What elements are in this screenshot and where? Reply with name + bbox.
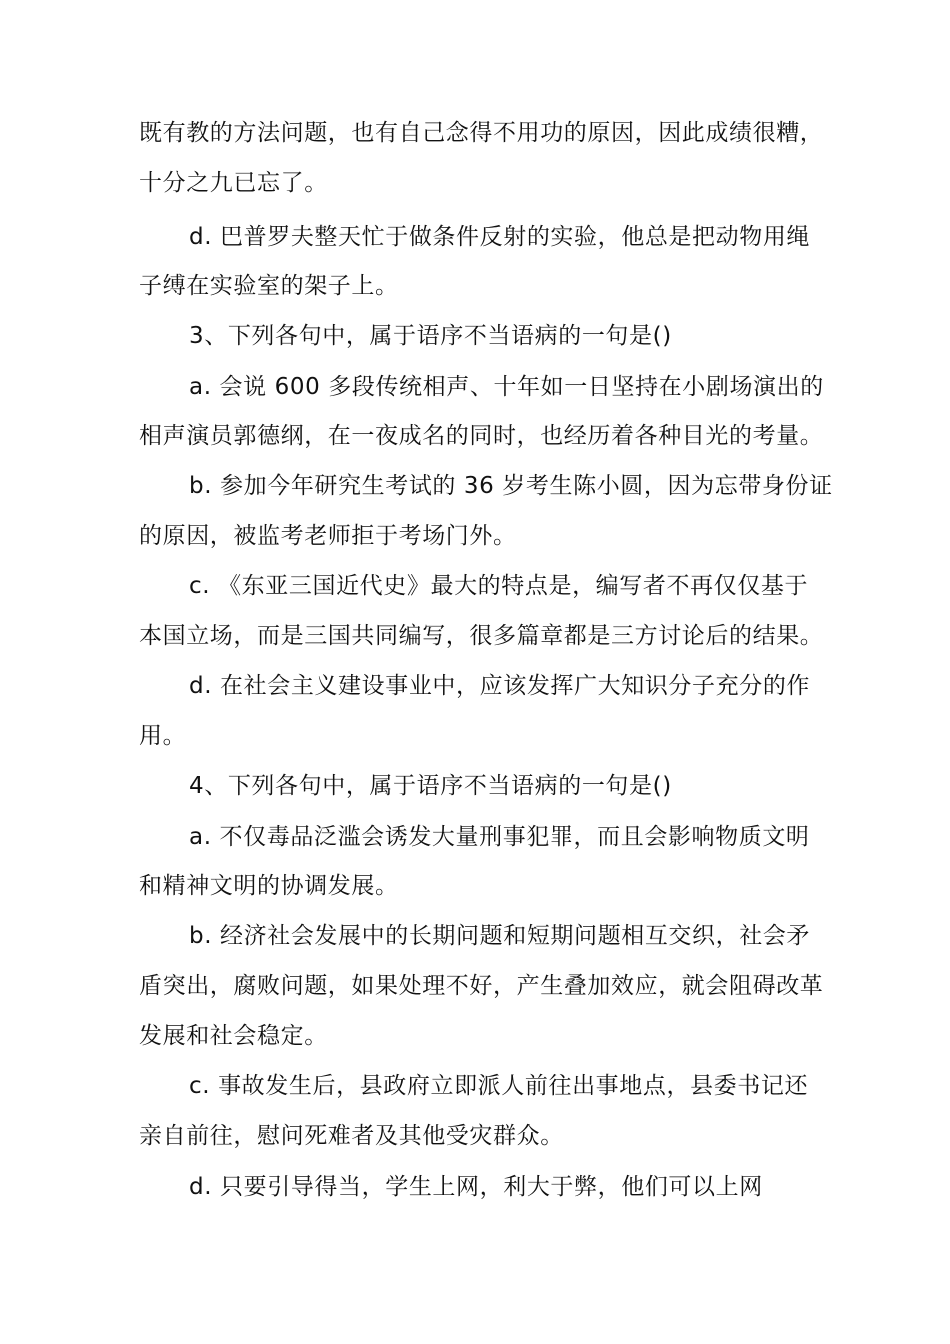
- text-line: 相声演员郭德纲，在一夜成名的同时，也经历着各种目光的考量。: [139, 423, 824, 449]
- text-line: 的原因，被监考老师拒于考场门外。: [139, 523, 517, 549]
- option-c-q4: c. 事故发生后，县政府立即派人前往出事地点，县委书记还: [189, 1073, 809, 1099]
- text-line: 十分之九已忘了。: [139, 170, 328, 196]
- text-line: 盾突出，腐败问题，如果处理不好，产生叠加效应，就会阻碍改革: [139, 973, 824, 999]
- text-line: 和精神文明的协调发展。: [139, 873, 399, 899]
- text-line: 本国立场，而是三国共同编写，很多篇章都是三方讨论后的结果。: [139, 623, 824, 649]
- option-d-q3: d. 在社会主义建设事业中，应该发挥广大知识分子充分的作: [189, 673, 811, 699]
- option-d-q4: d. 只要引导得当，学生上网，利大于弊，他们可以上网: [189, 1174, 763, 1200]
- question-3: 3、下列各句中，属于语序不当语病的一句是(): [189, 323, 672, 349]
- text-line: 亲自前往，慰问死难者及其他受灾群众。: [139, 1123, 564, 1149]
- text-line: 用。: [139, 723, 187, 749]
- option-a-q3: a. 会说 600 多段传统相声、十年如一日坚持在小剧场演出的: [189, 374, 824, 400]
- option-d-q2: d. 巴普罗夫整天忙于做条件反射的实验，他总是把动物用绳: [189, 224, 811, 250]
- option-c-q3: c. 《东亚三国近代史》最大的特点是，编写者不再仅仅基于: [189, 573, 809, 599]
- option-b-q3: b. 参加今年研究生考试的 36 岁考生陈小圆，因为忘带身份证: [189, 473, 833, 499]
- option-a-q4: a. 不仅毒品泛滥会诱发大量刑事犯罪，而且会影响物质文明: [189, 824, 810, 850]
- question-4: 4、下列各句中，属于语序不当语病的一句是(): [189, 773, 672, 799]
- text-line: 发展和社会稳定。: [139, 1023, 328, 1049]
- option-b-q4: b. 经济社会发展中的长期问题和短期问题相互交织，社会矛: [189, 923, 811, 949]
- text-line: 既有教的方法问题，也有自己念得不用功的原因，因此成绩很糟，: [139, 120, 824, 146]
- text-line: 子缚在实验室的架子上。: [139, 273, 399, 299]
